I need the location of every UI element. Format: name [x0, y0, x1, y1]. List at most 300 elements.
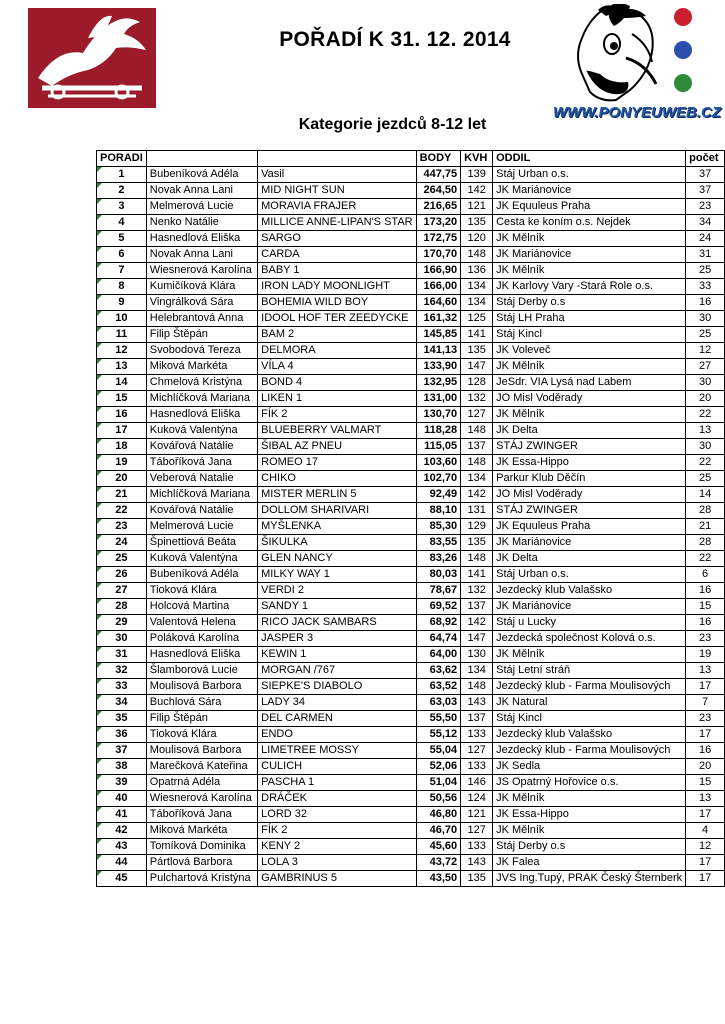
count-cell: 12: [686, 343, 725, 359]
club-cell: JeSdr. VIA Lysá nad Labem: [493, 375, 686, 391]
horse-cell: MILLICE ANNE-LIPAN'S STAR: [258, 215, 416, 231]
rank-cell: 39: [97, 775, 147, 791]
rank-cell: 41: [97, 807, 147, 823]
table-row: [97, 487, 725, 503]
horse-cell: LORD 32: [258, 807, 416, 823]
rank-cell: 5: [97, 231, 147, 247]
rank-cell: 28: [97, 599, 147, 615]
club-cell: JO Misl Voděrady: [493, 391, 686, 407]
rider-cell: Tomíková Dominika: [146, 839, 257, 855]
kvh-cell: 133: [461, 727, 493, 743]
table-row: [97, 199, 725, 215]
rank-cell: 33: [97, 679, 147, 695]
count-cell: 17: [686, 871, 725, 887]
club-cell: JK Delta: [493, 423, 686, 439]
table-row: [97, 183, 725, 199]
score-cell: 83,26: [416, 551, 461, 567]
kvh-cell: 127: [461, 823, 493, 839]
rider-cell: Kuková Valentýna: [146, 551, 257, 567]
horse-cell: ROMEO 17: [258, 455, 416, 471]
score-cell: 102,70: [416, 471, 461, 487]
kvh-cell: 135: [461, 343, 493, 359]
horse-cell: PASCHA 1: [258, 775, 416, 791]
count-cell: 31: [686, 247, 725, 263]
kvh-cell: 134: [461, 663, 493, 679]
score-cell: 118,28: [416, 423, 461, 439]
horse-cell: DRÁČEK: [258, 791, 416, 807]
count-cell: 16: [686, 615, 725, 631]
horse-cell: BAM 2: [258, 327, 416, 343]
score-cell: 69,52: [416, 599, 461, 615]
table-row: [97, 647, 725, 663]
rank-cell: 8: [97, 279, 147, 295]
rider-cell: Novak Anna Lani: [146, 183, 257, 199]
score-cell: 161,32: [416, 311, 461, 327]
table-row: [97, 807, 725, 823]
table-row: [97, 423, 725, 439]
club-cell: JK Mělník: [493, 647, 686, 663]
kvh-cell: 129: [461, 519, 493, 535]
horse-cell: BOND 4: [258, 375, 416, 391]
table-row: [97, 583, 725, 599]
count-cell: 22: [686, 455, 725, 471]
federation-logo: [28, 8, 156, 108]
kvh-cell: 134: [461, 295, 493, 311]
rank-cell: 22: [97, 503, 147, 519]
rider-cell: Michlíčková Mariana: [146, 391, 257, 407]
rider-cell: Bubeníková Adéla: [146, 167, 257, 183]
table-row: [97, 231, 725, 247]
club-cell: Cesta ke koním o.s. Nejdek: [493, 215, 686, 231]
rider-cell: Tioková Klára: [146, 583, 257, 599]
table-row: [97, 279, 725, 295]
horse-cell: RICO JACK SAMBARS: [258, 615, 416, 631]
results-table: [96, 150, 725, 887]
table-row: [97, 343, 725, 359]
rider-cell: Kumičíková Klára: [146, 279, 257, 295]
rider-cell: Hasnedlová Eliška: [146, 647, 257, 663]
kvh-cell: 128: [461, 375, 493, 391]
table-row: [97, 215, 725, 231]
kvh-cell: 146: [461, 775, 493, 791]
club-cell: JVS Ing.Tupý, PRAK Český Šternberk: [493, 871, 686, 887]
club-cell: Stáj Urban o.s.: [493, 167, 686, 183]
count-cell: 37: [686, 183, 725, 199]
rider-cell: Filip Štěpán: [146, 327, 257, 343]
table-row: [97, 631, 725, 647]
count-cell: 13: [686, 663, 725, 679]
count-cell: 33: [686, 279, 725, 295]
rank-cell: 44: [97, 855, 147, 871]
count-cell: 12: [686, 839, 725, 855]
rider-cell: Šlamborová Lucie: [146, 663, 257, 679]
count-cell: 17: [686, 807, 725, 823]
count-cell: 16: [686, 743, 725, 759]
count-cell: 30: [686, 439, 725, 455]
kvh-cell: 141: [461, 327, 493, 343]
kvh-cell: 131: [461, 503, 493, 519]
rank-cell: 29: [97, 615, 147, 631]
table-row: [97, 407, 725, 423]
table-row: [97, 663, 725, 679]
count-cell: 13: [686, 423, 725, 439]
score-cell: 216,65: [416, 199, 461, 215]
score-cell: 63,62: [416, 663, 461, 679]
score-cell: 145,85: [416, 327, 461, 343]
score-cell: 63,52: [416, 679, 461, 695]
rank-cell: 36: [97, 727, 147, 743]
horse-cell: MORGAN /767: [258, 663, 416, 679]
kvh-cell: 132: [461, 583, 493, 599]
horse-cell: SIEPKE'S DIABOLO: [258, 679, 416, 695]
club-cell: JK Mariánovice: [493, 535, 686, 551]
count-cell: 13: [686, 791, 725, 807]
score-cell: 55,04: [416, 743, 461, 759]
table-row: [97, 535, 725, 551]
kvh-cell: 148: [461, 455, 493, 471]
rank-cell: 43: [97, 839, 147, 855]
count-cell: 25: [686, 471, 725, 487]
kvh-cell: 127: [461, 407, 493, 423]
column-header-horse: [258, 151, 416, 167]
count-cell: 14: [686, 487, 725, 503]
score-cell: 46,70: [416, 823, 461, 839]
table-row: [97, 167, 725, 183]
club-cell: JK Mariánovice: [493, 247, 686, 263]
count-cell: 22: [686, 551, 725, 567]
club-cell: JK Sedla: [493, 759, 686, 775]
rank-cell: 42: [97, 823, 147, 839]
kvh-cell: 141: [461, 567, 493, 583]
horse-cell: LIKEN 1: [258, 391, 416, 407]
score-cell: 115,05: [416, 439, 461, 455]
count-cell: 24: [686, 231, 725, 247]
kvh-cell: 125: [461, 311, 493, 327]
jumping-icon: [674, 8, 692, 26]
horse-cell: SARGO: [258, 231, 416, 247]
table-row: [97, 791, 725, 807]
club-cell: Stáj Derby o.s: [493, 839, 686, 855]
rider-cell: Hasnedlová Eliška: [146, 231, 257, 247]
club-cell: JK Equuleus Praha: [493, 199, 686, 215]
rank-cell: 45: [97, 871, 147, 887]
horse-cell: VERDI 2: [258, 583, 416, 599]
kvh-cell: 130: [461, 647, 493, 663]
rank-cell: 11: [97, 327, 147, 343]
kvh-cell: 142: [461, 183, 493, 199]
rider-cell: Novak Anna Lani: [146, 247, 257, 263]
horse-cell: MORAVIA FRAJER: [258, 199, 416, 215]
club-cell: Jezdecký klub - Farma Moulisových: [493, 743, 686, 759]
rank-cell: 20: [97, 471, 147, 487]
rider-cell: Opatrná Adéla: [146, 775, 257, 791]
category-subtitle: Kategorie jezdců 8-12 let: [298, 116, 487, 133]
club-cell: JK Karlovy Vary -Stará Role o.s.: [493, 279, 686, 295]
rider-cell: Veberová Natalie: [146, 471, 257, 487]
count-cell: 17: [686, 727, 725, 743]
horse-cell: DELMORA: [258, 343, 416, 359]
kvh-cell: 135: [461, 535, 493, 551]
horse-cell: MILKY WAY 1: [258, 567, 416, 583]
rider-cell: Kuková Valentýna: [146, 423, 257, 439]
rank-cell: 3: [97, 199, 147, 215]
horse-cell: CULICH: [258, 759, 416, 775]
page-title: POŘADÍ K 31. 12. 2014: [279, 28, 511, 51]
column-header-count: počet: [686, 151, 725, 167]
rank-cell: 2: [97, 183, 147, 199]
count-cell: 23: [686, 631, 725, 647]
score-cell: 78,67: [416, 583, 461, 599]
rider-cell: Táboříková Jana: [146, 455, 257, 471]
kvh-cell: 142: [461, 615, 493, 631]
rank-cell: 10: [97, 311, 147, 327]
horse-cell: MISTER MERLIN 5: [258, 487, 416, 503]
kvh-cell: 134: [461, 471, 493, 487]
rank-cell: 30: [97, 631, 147, 647]
club-cell: JS Opatrný Hořovice o.s.: [493, 775, 686, 791]
count-cell: 28: [686, 535, 725, 551]
score-cell: 133,90: [416, 359, 461, 375]
rank-cell: 31: [97, 647, 147, 663]
club-cell: JK Mělník: [493, 231, 686, 247]
table-row: [97, 327, 725, 343]
club-cell: JK Essa-Hippo: [493, 455, 686, 471]
score-cell: 43,50: [416, 871, 461, 887]
kvh-cell: 121: [461, 199, 493, 215]
table-row: [97, 599, 725, 615]
count-cell: 27: [686, 359, 725, 375]
score-cell: 166,90: [416, 263, 461, 279]
count-cell: 22: [686, 407, 725, 423]
rank-cell: 13: [97, 359, 147, 375]
kvh-cell: 134: [461, 279, 493, 295]
kvh-cell: 147: [461, 631, 493, 647]
rider-cell: Tioková Klára: [146, 727, 257, 743]
score-cell: 43,72: [416, 855, 461, 871]
table-row: [97, 759, 725, 775]
kvh-cell: 137: [461, 439, 493, 455]
table-row: [97, 679, 725, 695]
count-cell: 17: [686, 679, 725, 695]
rank-cell: 34: [97, 695, 147, 711]
discipline-icons: [674, 8, 694, 107]
club-cell: JK Mělník: [493, 823, 686, 839]
rank-cell: 27: [97, 583, 147, 599]
count-cell: 6: [686, 567, 725, 583]
score-cell: 131,00: [416, 391, 461, 407]
kvh-cell: 147: [461, 359, 493, 375]
club-cell: Stáj LH Praha: [493, 311, 686, 327]
rider-cell: Michlíčková Mariana: [146, 487, 257, 503]
table-row: [97, 855, 725, 871]
horse-cell: BLUEBERRY VALMART: [258, 423, 416, 439]
horse-cell: IDOOL HOF TER ZEEDYCKE: [258, 311, 416, 327]
kvh-cell: 142: [461, 487, 493, 503]
dressage-icon: [674, 74, 692, 92]
table-row: [97, 615, 725, 631]
kvh-cell: 135: [461, 871, 493, 887]
horse-cell: GLEN NANCY: [258, 551, 416, 567]
rider-cell: Holcová Martina: [146, 599, 257, 615]
count-cell: 25: [686, 263, 725, 279]
club-cell: JK Mariánovice: [493, 183, 686, 199]
rank-cell: 18: [97, 439, 147, 455]
club-cell: JK Mělník: [493, 359, 686, 375]
kvh-cell: 137: [461, 711, 493, 727]
club-cell: Parkur Klub Děčín: [493, 471, 686, 487]
rider-cell: Moulisová Barbora: [146, 679, 257, 695]
kvh-cell: 133: [461, 759, 493, 775]
rider-cell: Nenko Natálie: [146, 215, 257, 231]
kvh-cell: 148: [461, 423, 493, 439]
kvh-cell: 148: [461, 551, 493, 567]
score-cell: 103,60: [416, 455, 461, 471]
club-cell: JK Natural: [493, 695, 686, 711]
table-row: [97, 439, 725, 455]
score-cell: 68,92: [416, 615, 461, 631]
rider-cell: Marečková Kateřina: [146, 759, 257, 775]
horse-cell: BOHEMIA WILD BOY: [258, 295, 416, 311]
table-row: [97, 551, 725, 567]
table-row: [97, 695, 725, 711]
kvh-cell: 143: [461, 855, 493, 871]
rank-cell: 17: [97, 423, 147, 439]
kvh-cell: 133: [461, 839, 493, 855]
club-cell: Stáj Letní stráň: [493, 663, 686, 679]
table-row: [97, 471, 725, 487]
horse-cell: ŠIKULKA: [258, 535, 416, 551]
website-link[interactable]: WWW.PONYEUWEB.CZ: [553, 104, 722, 121]
table-row: [97, 567, 725, 583]
rank-cell: 38: [97, 759, 147, 775]
score-cell: 447,75: [416, 167, 461, 183]
score-cell: 50,56: [416, 791, 461, 807]
score-cell: 264,50: [416, 183, 461, 199]
rider-cell: Špinettiová Beáta: [146, 535, 257, 551]
score-cell: 64,00: [416, 647, 461, 663]
rider-cell: Valentová Helena: [146, 615, 257, 631]
horse-cell: VÍLA 4: [258, 359, 416, 375]
score-cell: 80,03: [416, 567, 461, 583]
club-cell: JO Misl Voděrady: [493, 487, 686, 503]
score-cell: 170,70: [416, 247, 461, 263]
rider-cell: Kovářová Natálie: [146, 503, 257, 519]
kvh-cell: 124: [461, 791, 493, 807]
score-cell: 52,06: [416, 759, 461, 775]
horse-cell: Vasil: [258, 167, 416, 183]
count-cell: 30: [686, 375, 725, 391]
count-cell: 15: [686, 599, 725, 615]
rank-cell: 7: [97, 263, 147, 279]
club-cell: JK Mělník: [493, 263, 686, 279]
rider-cell: Bubeníková Adéla: [146, 567, 257, 583]
rider-cell: Buchlová Sára: [146, 695, 257, 711]
rank-cell: 32: [97, 663, 147, 679]
score-cell: 166,00: [416, 279, 461, 295]
horse-cell: KEWIN 1: [258, 647, 416, 663]
rank-cell: 21: [97, 487, 147, 503]
club-cell: STÁJ ZWINGER: [493, 439, 686, 455]
score-cell: 132,95: [416, 375, 461, 391]
horse-cell: CARDA: [258, 247, 416, 263]
count-cell: 28: [686, 503, 725, 519]
score-cell: 64,74: [416, 631, 461, 647]
rank-cell: 24: [97, 535, 147, 551]
kvh-cell: 143: [461, 695, 493, 711]
club-cell: JK Delta: [493, 551, 686, 567]
table-row: [97, 519, 725, 535]
count-cell: 19: [686, 647, 725, 663]
rank-cell: 14: [97, 375, 147, 391]
count-cell: 20: [686, 391, 725, 407]
kvh-cell: 139: [461, 167, 493, 183]
score-cell: 173,20: [416, 215, 461, 231]
table-row: [97, 311, 725, 327]
club-cell: Stáj Derby o.s: [493, 295, 686, 311]
score-cell: 130,70: [416, 407, 461, 423]
horse-cell: CHIKO: [258, 471, 416, 487]
rank-cell: 37: [97, 743, 147, 759]
rank-cell: 26: [97, 567, 147, 583]
kvh-cell: 136: [461, 263, 493, 279]
horse-cell: LOLA 3: [258, 855, 416, 871]
score-cell: 141,13: [416, 343, 461, 359]
rider-cell: Miková Markéta: [146, 359, 257, 375]
column-header-score: BODY: [416, 151, 461, 167]
table-row: [97, 375, 725, 391]
kvh-cell: 132: [461, 391, 493, 407]
count-cell: 15: [686, 775, 725, 791]
horse-cell: ENDO: [258, 727, 416, 743]
column-header-rank: PORADI: [97, 151, 147, 167]
rank-cell: 35: [97, 711, 147, 727]
kvh-cell: 127: [461, 743, 493, 759]
table-row: [97, 455, 725, 471]
count-cell: 16: [686, 295, 725, 311]
rider-cell: Helebrantová Anna: [146, 311, 257, 327]
table-row: [97, 263, 725, 279]
club-cell: Jezdecká společnost Kolová o.s.: [493, 631, 686, 647]
rider-cell: Melmerová Lucie: [146, 519, 257, 535]
rider-cell: Miková Markéta: [146, 823, 257, 839]
rider-cell: Pulchartová Kristýna: [146, 871, 257, 887]
rider-cell: Chmelová Kristýna: [146, 375, 257, 391]
horse-cell: MID NIGHT SUN: [258, 183, 416, 199]
kvh-cell: 148: [461, 247, 493, 263]
rank-cell: 23: [97, 519, 147, 535]
rank-cell: 4: [97, 215, 147, 231]
horse-cell: LIMETREE MOSSY: [258, 743, 416, 759]
score-cell: 55,50: [416, 711, 461, 727]
kvh-cell: 148: [461, 679, 493, 695]
club-cell: JK Mělník: [493, 407, 686, 423]
count-cell: 34: [686, 215, 725, 231]
club-cell: Jezdecký klub - Farma Moulisových: [493, 679, 686, 695]
kvh-cell: 120: [461, 231, 493, 247]
horse-cell: GAMBRINUS 5: [258, 871, 416, 887]
rider-cell: Táboříková Jana: [146, 807, 257, 823]
count-cell: 25: [686, 327, 725, 343]
club-cell: STÁJ ZWINGER: [493, 503, 686, 519]
rider-cell: Wiesnerová Karolína: [146, 791, 257, 807]
count-cell: 23: [686, 711, 725, 727]
score-cell: 55,12: [416, 727, 461, 743]
horse-cell: KENY 2: [258, 839, 416, 855]
table-row: [97, 391, 725, 407]
count-cell: 21: [686, 519, 725, 535]
column-header-club: ODDIL: [493, 151, 686, 167]
rank-cell: 12: [97, 343, 147, 359]
